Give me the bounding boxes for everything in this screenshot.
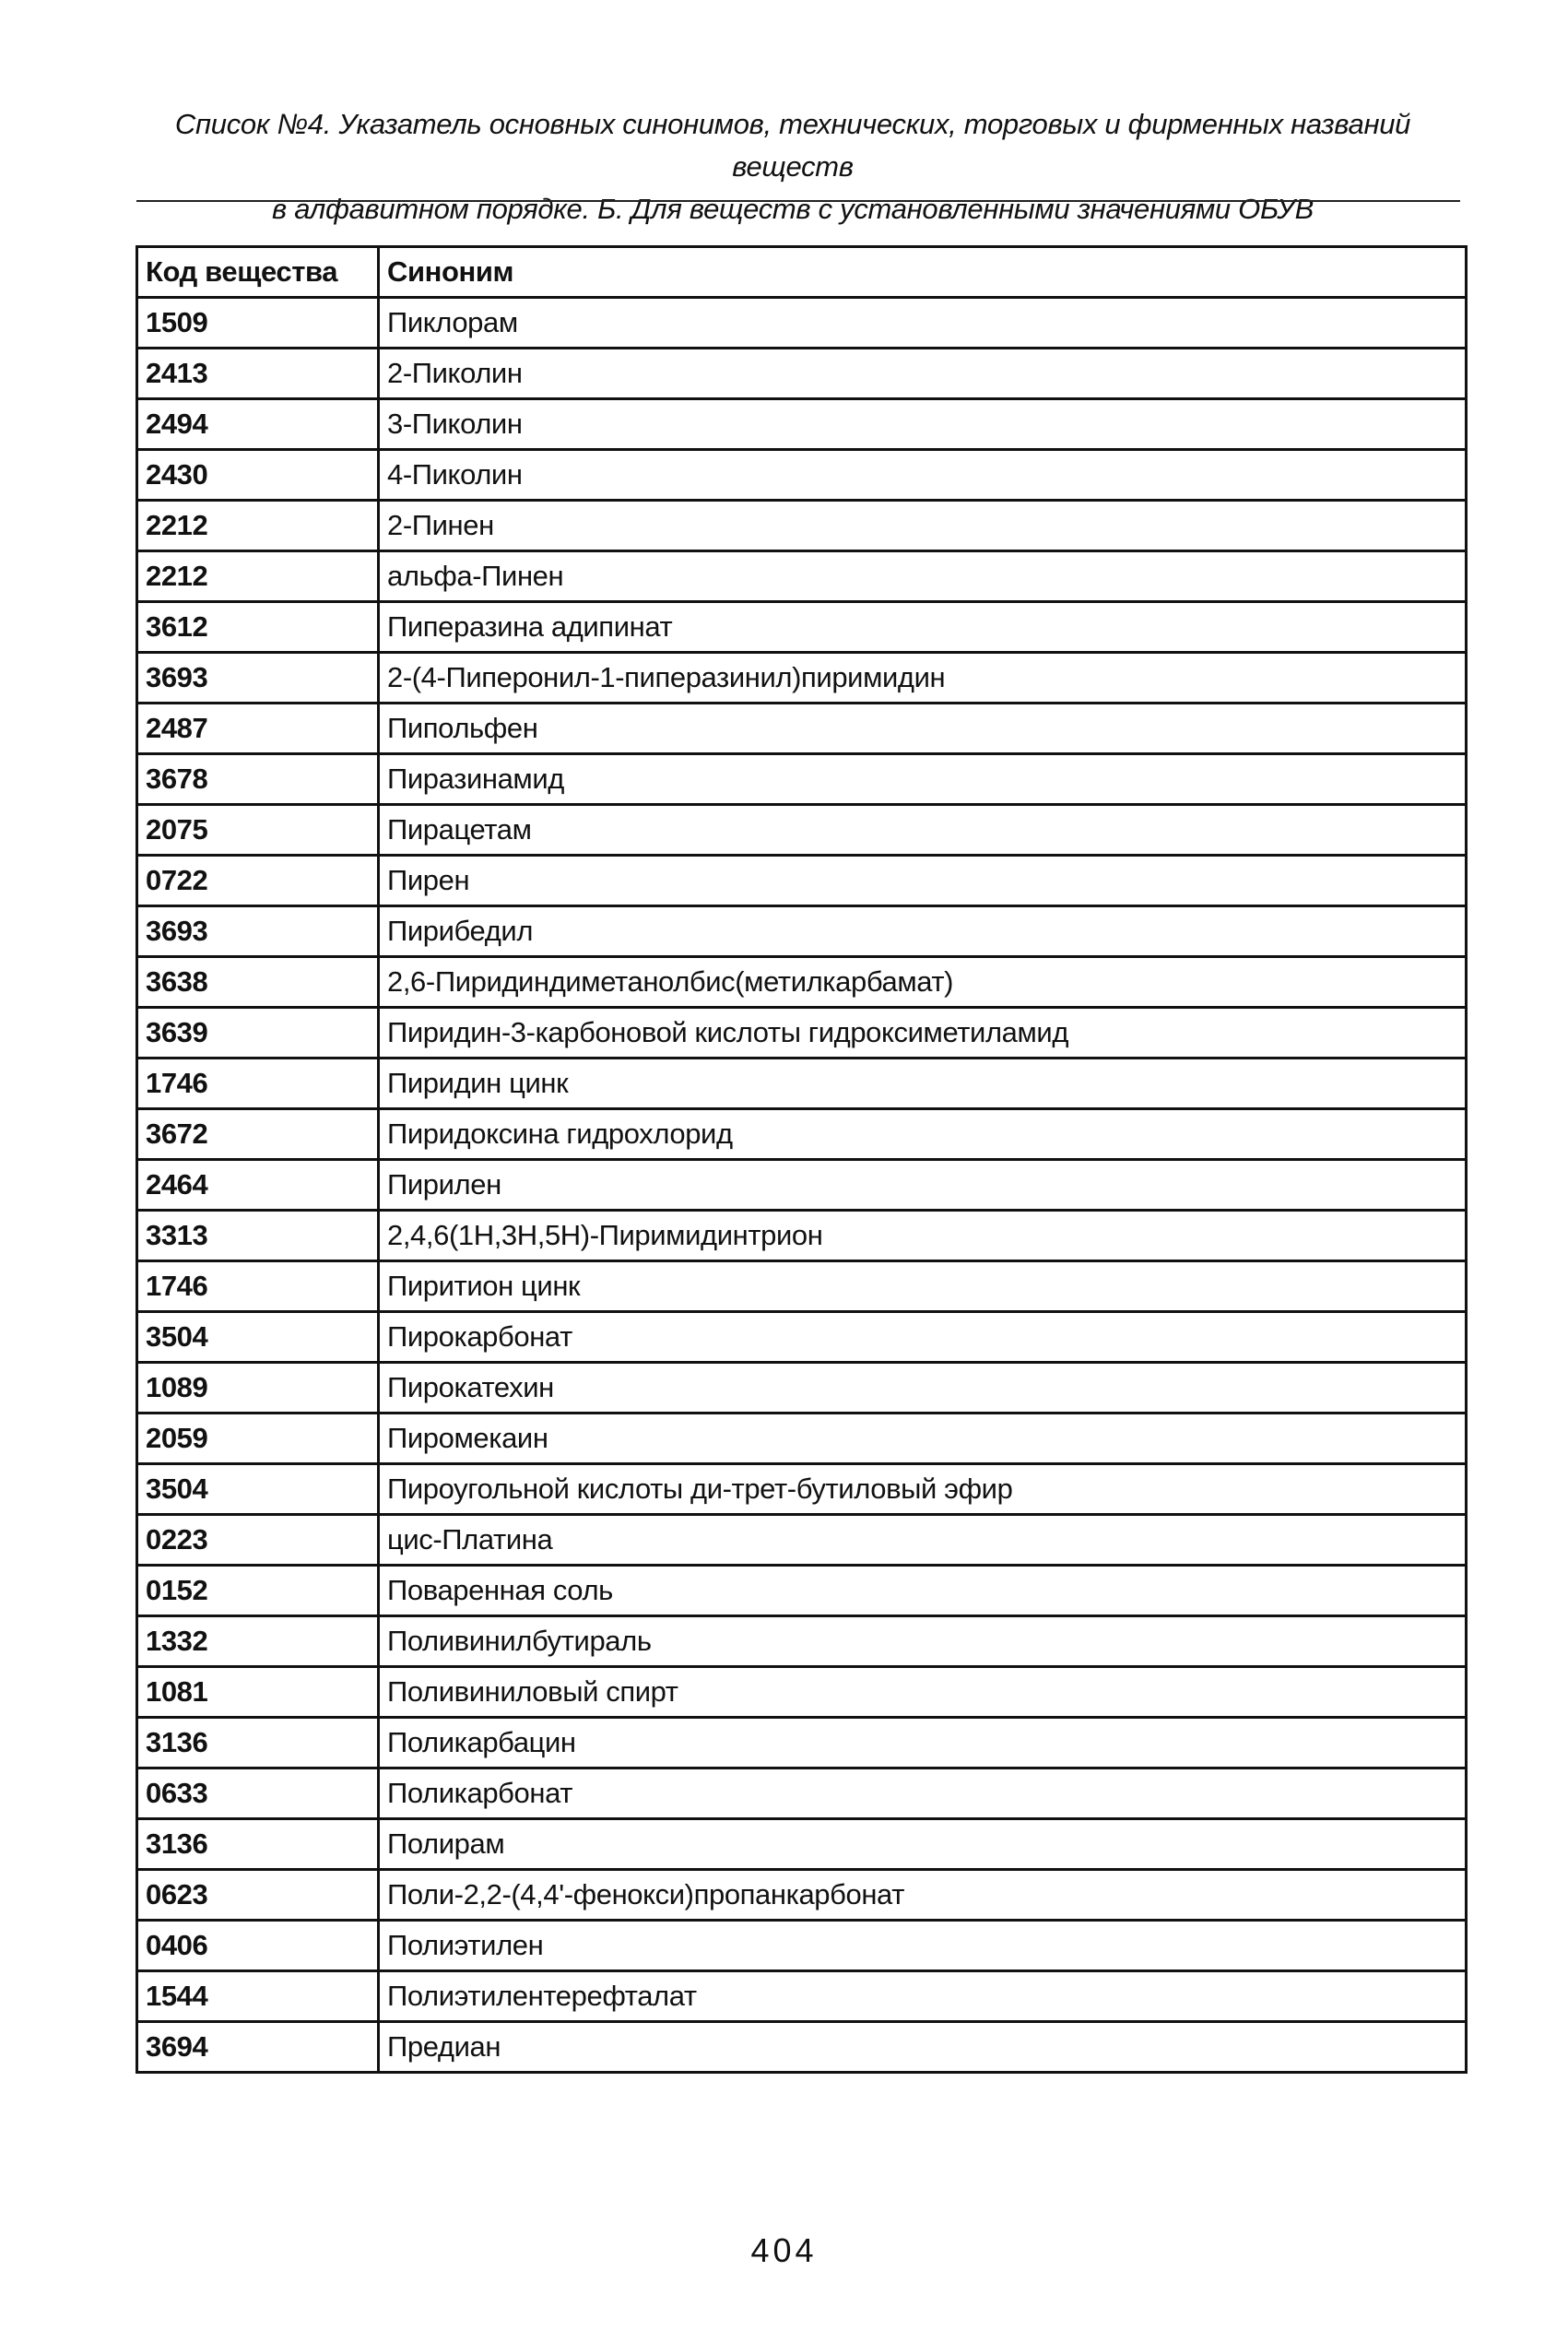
table-row [137,349,1467,399]
table-row [137,1971,1467,2022]
substance-code-cell: 0223 [137,1515,379,1566]
substance-code-cell: 2075 [137,805,379,856]
substance-code-cell: 0722 [137,856,379,906]
substance-code-cell: 2212 [137,501,379,551]
substance-code-cell: 2413 [137,349,379,399]
table-row [137,754,1467,805]
synonym-cell: Поливинилбутираль [379,1616,1467,1667]
table-row [137,1515,1467,1566]
synonym-cell: 4-Пиколин [379,450,1467,501]
substance-code-cell: 3638 [137,957,379,1008]
synonym-cell: Пиритион цинк [379,1261,1467,1312]
table-row [137,2022,1467,2073]
page-header [138,103,1447,231]
synonym-cell: Пиперазина адипинат [379,602,1467,653]
table-row [137,399,1467,450]
synonym-cell: Пирокатехин [379,1363,1467,1413]
table-body [137,298,1467,2073]
table-row [137,1718,1467,1768]
synonym-cell: Пирокарбонат [379,1312,1467,1363]
synonym-cell: Пиридоксина гидрохлорид [379,1109,1467,1160]
table-row [137,1109,1467,1160]
synonym-cell: 2,6-Пиридиндиметанолбис(метилкарбамат) [379,957,1467,1008]
substance-code-cell: 3136 [137,1819,379,1870]
table-row [137,1566,1467,1616]
table-row [137,1160,1467,1211]
table-row [137,1261,1467,1312]
synonym-cell: Пирацетам [379,805,1467,856]
substance-code-cell: 2487 [137,704,379,754]
synonym-cell: Пирилен [379,1160,1467,1211]
substance-code-cell: 0406 [137,1921,379,1971]
substance-code-cell: 3612 [137,602,379,653]
substance-code-cell: 3504 [137,1464,379,1515]
substance-code-cell: 3672 [137,1109,379,1160]
synonym-cell: Поликарбацин [379,1718,1467,1768]
synonym-cell: Пиридин цинк [379,1059,1467,1109]
substance-code-cell: 3693 [137,906,379,957]
substance-code-cell: 2494 [137,399,379,450]
synonym-cell: 3-Пиколин [379,399,1467,450]
synonym-cell: Пиридин-3-карбоновой кислоты гидроксиметиламид [379,1008,1467,1059]
synonym-cell: Пироугольной кислоты ди-трет-бутиловый эфир [379,1464,1467,1515]
table-row [137,298,1467,349]
synonym-cell: 2-(4-Пиперонил-1-пиперазинил)пиримидин [379,653,1467,704]
synonym-cell: Пиразинамид [379,754,1467,805]
table-row [137,1819,1467,1870]
substance-code-cell: 3678 [137,754,379,805]
table-row [137,1616,1467,1667]
table-row [137,856,1467,906]
synonym-cell: Полирам [379,1819,1467,1870]
table-row [137,1363,1467,1413]
column-header-synonym: Синоним [379,247,1467,298]
table-row [137,653,1467,704]
substance-code-cell: 0623 [137,1870,379,1921]
substance-code-cell: 3504 [137,1312,379,1363]
table-row [137,1211,1467,1261]
synonym-cell: 2-Пиколин [379,349,1467,399]
synonym-cell: Поликарбонат [379,1768,1467,1819]
substance-code-cell: 1544 [137,1971,379,2022]
substance-code-cell: 2464 [137,1160,379,1211]
table-row [137,805,1467,856]
synonym-cell: цис-Платина [379,1515,1467,1566]
table-row [137,704,1467,754]
substance-code-cell: 3313 [137,1211,379,1261]
synonym-cell: Поваренная соль [379,1566,1467,1616]
substance-code-cell: 2059 [137,1413,379,1464]
table-row [137,501,1467,551]
synonym-cell: Предиан [379,2022,1467,2073]
substance-code-cell: 2430 [137,450,379,501]
table-row [137,1413,1467,1464]
table-row [137,1464,1467,1515]
substance-code-cell: 1509 [137,298,379,349]
table-row [137,1768,1467,1819]
synonym-cell: Пирен [379,856,1467,906]
table-row [137,1312,1467,1363]
substance-code-cell: 3693 [137,653,379,704]
header-title-line-2: в алфавитном порядке. Б. Для веществ с установленными значениями ОБУВ [272,193,1314,225]
synonym-table [136,245,1468,2074]
synonym-cell: Пирибедил [379,906,1467,957]
table-row [137,957,1467,1008]
synonym-cell: Пипольфен [379,704,1467,754]
table-header-row [137,247,1467,298]
substance-code-cell: 1746 [137,1059,379,1109]
synonym-cell: Полиэтилен [379,1921,1467,1971]
substance-code-cell: 0152 [137,1566,379,1616]
synonym-cell: 2-Пинен [379,501,1467,551]
table-row [137,1667,1467,1718]
page-number: 404 [750,2231,818,2269]
table-row [137,1870,1467,1921]
table-row [137,602,1467,653]
substance-code-cell: 3694 [137,2022,379,2073]
substance-code-cell: 1746 [137,1261,379,1312]
substance-code-cell: 1089 [137,1363,379,1413]
substance-code-cell: 3639 [137,1008,379,1059]
synonym-cell: Поливиниловый спирт [379,1667,1467,1718]
synonym-cell: альфа-Пинен [379,551,1467,602]
synonym-cell: Пиромекаин [379,1413,1467,1464]
header-divider [136,200,1460,202]
table-row [137,450,1467,501]
substance-code-cell: 1332 [137,1616,379,1667]
synonym-table-container [136,245,1465,2074]
column-header-code: Код вещества [137,247,379,298]
header-title-line-1: Список №4. Указатель основных синонимов, технических, торговых и фирменных названий веществ [174,108,1411,183]
synonym-cell: 2,4,6(1Н,3Н,5Н)-Пиримидинтрион [379,1211,1467,1261]
substance-code-cell: 2212 [137,551,379,602]
synonym-cell: Пиклорам [379,298,1467,349]
substance-code-cell: 0633 [137,1768,379,1819]
table-row [137,906,1467,957]
table-row [137,1921,1467,1971]
table-row [137,1008,1467,1059]
substance-code-cell: 3136 [137,1718,379,1768]
synonym-cell: Полиэтилентерефталат [379,1971,1467,2022]
table-row [137,1059,1467,1109]
substance-code-cell: 1081 [137,1667,379,1718]
synonym-cell: Поли-2,2-(4,4'-фенокси)пропанкарбонат [379,1870,1467,1921]
table-row [137,551,1467,602]
